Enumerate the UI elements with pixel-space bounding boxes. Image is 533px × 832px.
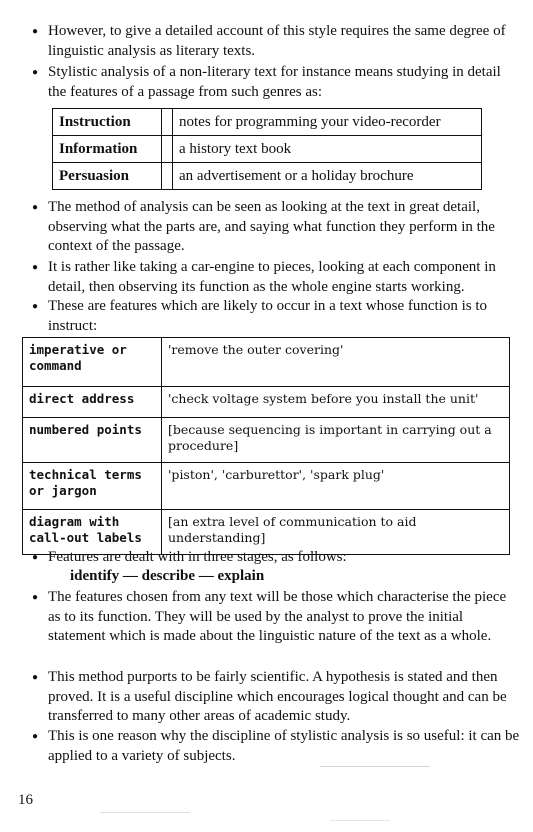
bullet-paragraph: ● This method purports to be fairly scientific. A hypothesis is stated and then proved. It is a useful discipline which encourages logical thought and can be transferred to many other areas of academic study. [30,668,520,727]
stages-line: identify — describe — explain [70,568,265,584]
table-row [23,338,510,387]
spacer-cell [162,109,173,136]
bullet-paragraph: ● This is one reason why the discipline of stylistic analysis is so useful: it can be applied to a variety of subjects. [30,727,520,766]
example-cell: [an extra level of communication to aid understanding] [162,510,510,555]
feature-cell: numbered points [23,418,162,463]
table-row [53,136,482,163]
scan-noise [320,766,430,767]
genre-cell: Instruction [53,109,162,136]
table-row [23,387,510,418]
bullet-paragraph: ● The method of analysis can be seen as looking at the text in great detail, observing what the parts are, and saying what function they perform in the context of the passage. [30,198,520,257]
bullet-paragraph: ● However, to give a detailed account of this style requires the same degree of linguistic analysis as literary texts. [30,22,520,61]
scan-noise [330,820,390,821]
features-table [22,337,510,555]
table-row [53,109,482,136]
bullet-paragraph: ● It is rather like taking a car-engine to pieces, looking at each component in detail, then observing its function as the whole engine starts working. [30,258,520,297]
example-cell: notes for programming your video-recorder [173,109,482,136]
example-cell: 'check voltage system before you install the unit' [162,387,510,418]
spacer-cell [162,136,173,163]
genre-cell: Persuasion [53,163,162,190]
bullet-paragraph: ● Features are dealt with in three stages, as follows: [30,548,520,568]
page-number: 16 [18,792,33,808]
bullet-paragraph: ● These are features which are likely to occur in a text whose function is to instruct: [30,297,520,336]
feature-cell: diagram with call-out labels [23,510,162,555]
example-cell: [because sequencing is important in carrying out a procedure] [162,418,510,463]
bullet-paragraph: ● The features chosen from any text will be those which characterise the piece as to its function. They will be used by the analyst to prove the initial statement which is made about the linguistic nature of the text as a whole. [30,588,520,647]
genre-cell: Information [53,136,162,163]
bullet-paragraph: ● Stylistic analysis of a non-literary text for instance means studying in detail the features of a passage from such genres as: [30,63,520,102]
table-row [23,418,510,463]
example-cell: a history text book [173,136,482,163]
example-cell: an advertisement or a holiday brochure [173,163,482,190]
spacer-cell [162,163,173,190]
example-cell: 'piston', 'carburettor', 'spark plug' [162,463,510,510]
feature-cell: direct address [23,387,162,418]
table-row [23,463,510,510]
feature-cell: imperative or command [23,338,162,387]
feature-cell: technical terms or jargon [23,463,162,510]
table-row [53,163,482,190]
example-cell: 'remove the outer covering' [162,338,510,387]
genres-table [52,108,482,190]
scan-noise [100,812,190,813]
